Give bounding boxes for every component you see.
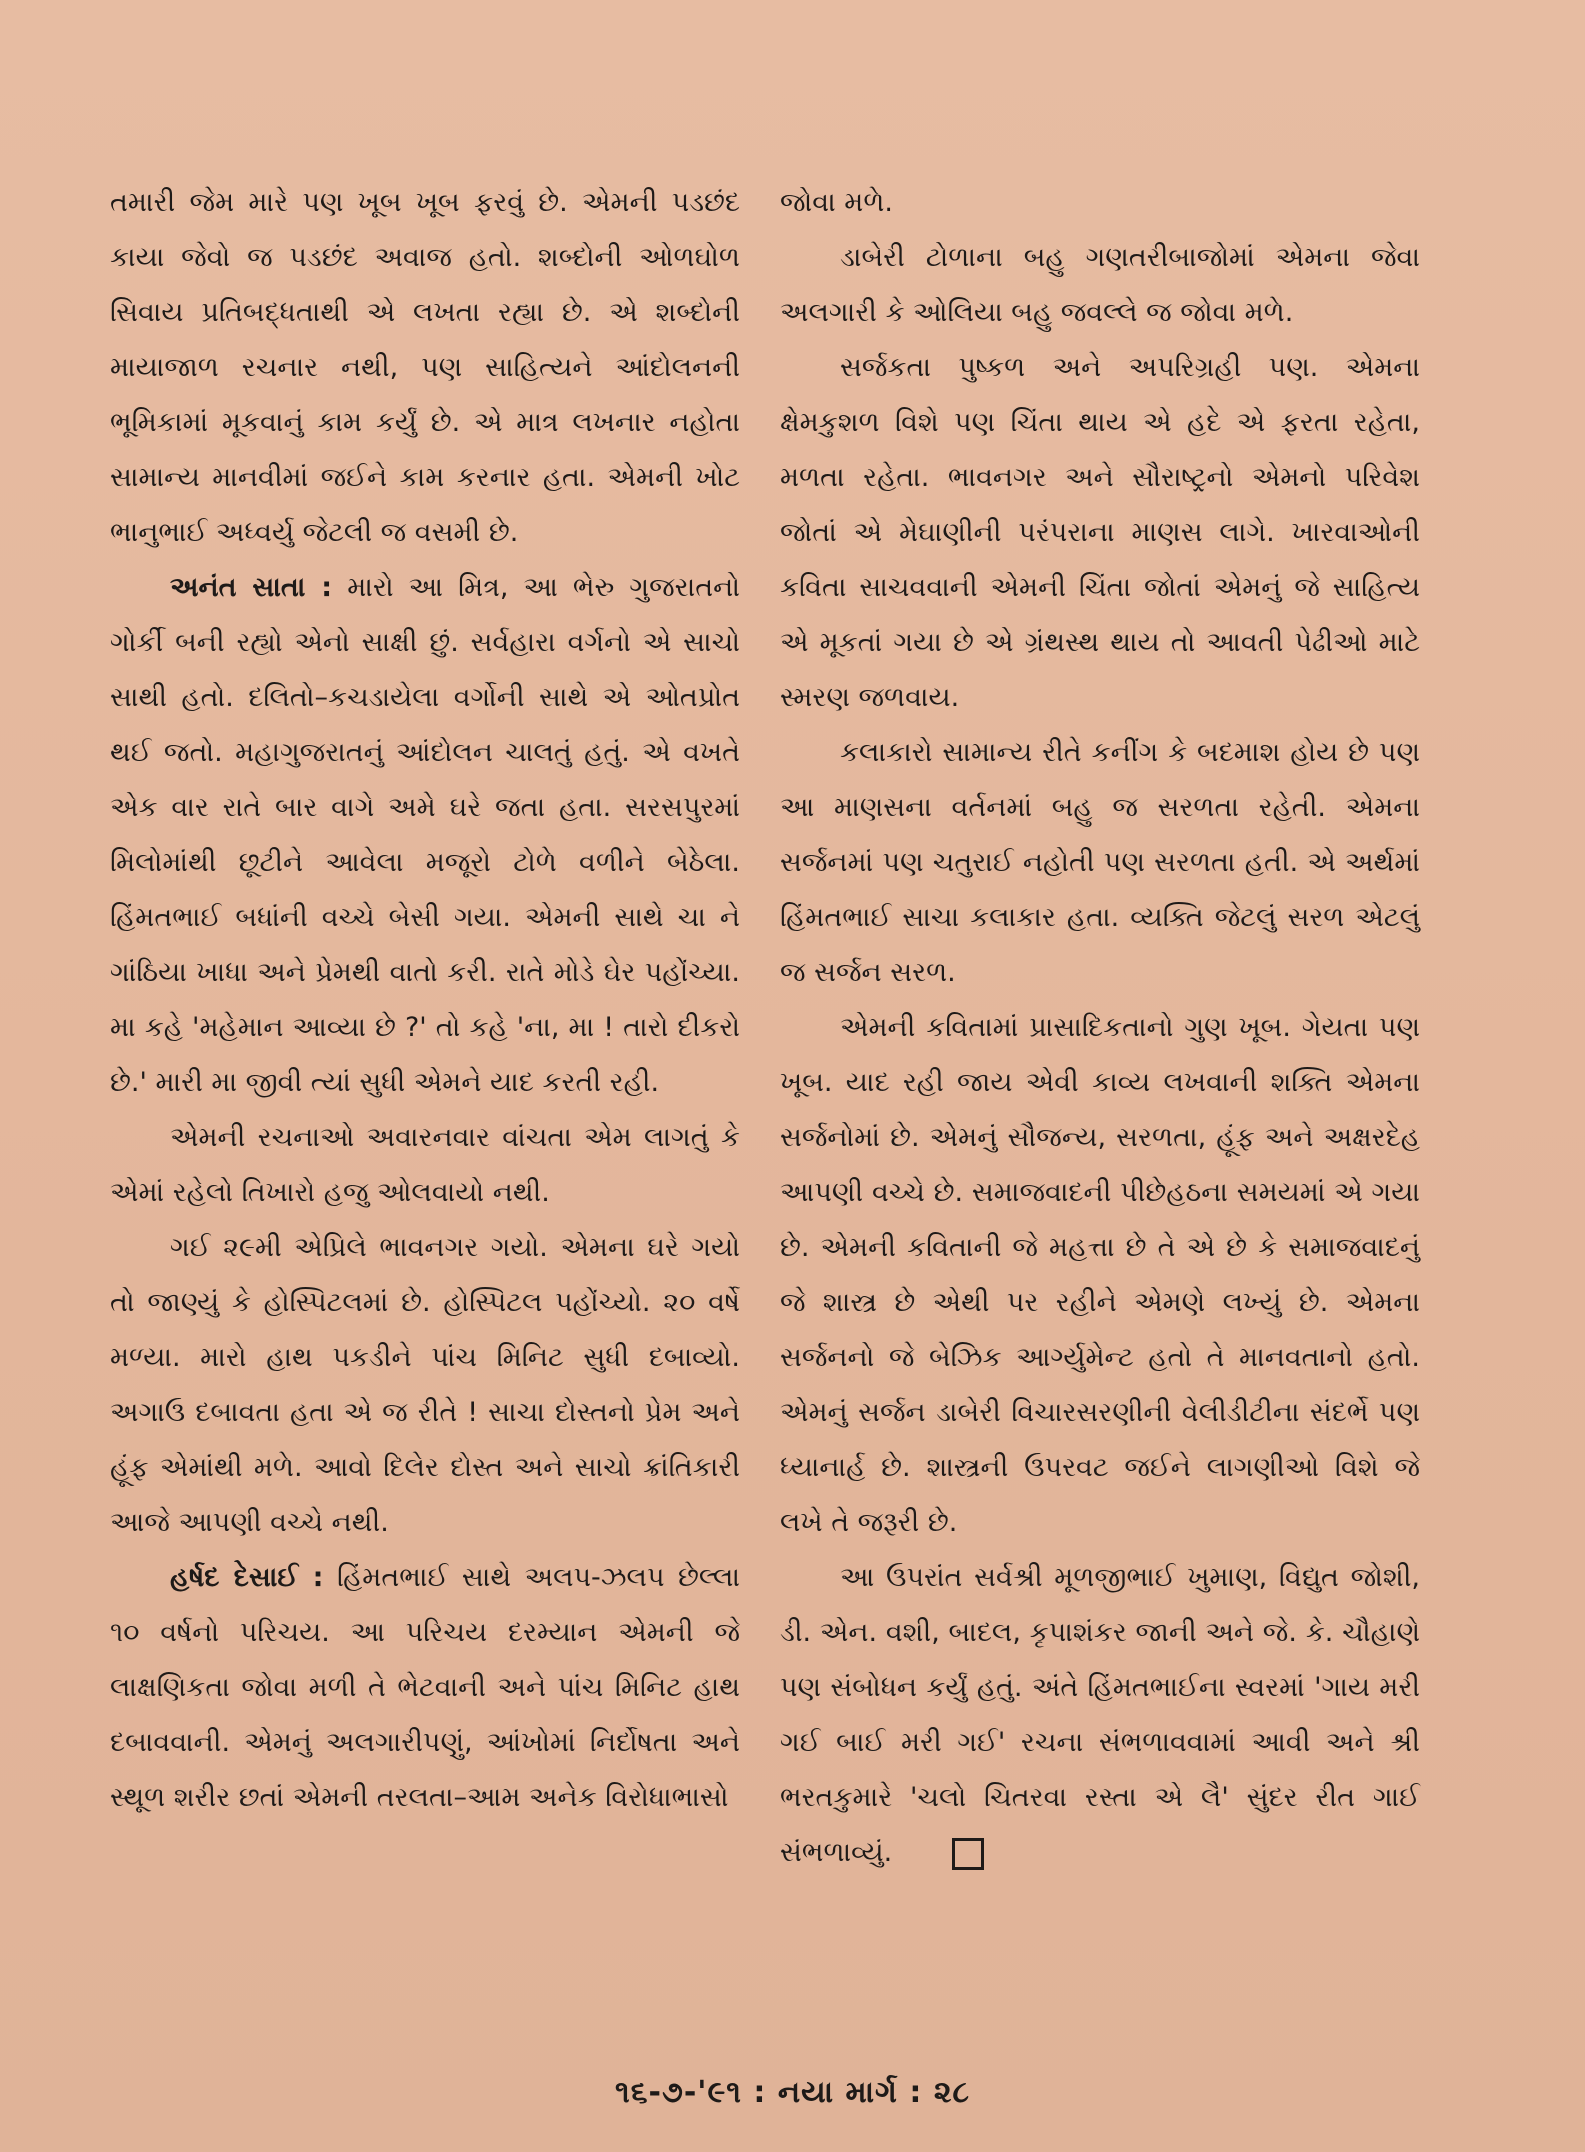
paragraph bbox=[110, 1550, 740, 1825]
paragraph-text: હિંમતભાઈ સાથે અલપ-ઝલપ છેલ્લા ૧૦ વર્ષનો પરિચય. આ પરિચય દરમ્યાન એમની જે લાક્ષણિકતા જોવા મળી તે ભેટવાની અને પાંચ મિનિટ હાથ દબાવવાની. એમનું અલગારીપણું, આંખોમાં નિર્દોષતા અને સ્થૂળ શરીર છતાં એમની તરલતા–આમ અનેક વિરોધાભાસો bbox=[110, 1562, 740, 1813]
paragraph bbox=[780, 1550, 1420, 1880]
speaker-name: અનંત સાતા : bbox=[170, 572, 333, 603]
page-footer: ૧૬-૭-'૯૧ : નયા માર્ગ : ૨૮ bbox=[615, 2075, 970, 2110]
paragraph: તમારી જેમ મારે પણ ખૂબ ખૂબ ફરવું છે. એમની પડછંદ કાયા જેવો જ પડછંદ અવાજ હતો. શબ્દોની ઓળઘોળ સિવાય પ્રતિબદ્ધતાથી એ લખતા રહ્યા છે. એ શબ્દોની માયાજાળ રચનાર નથી, પણ સાહિત્યને આંદોલનની ભૂમિકામાં મૂકવાનું કામ કર્યું છે. એ માત્ર લખનાર નહોતા સામાન્ય માનવીમાં જઈને કામ કરનાર હતા. એમની ખોટ ભાનુભાઈ અધ્વર્યુ જેટલી જ વસમી છે. bbox=[110, 187, 740, 548]
paragraph bbox=[110, 560, 740, 1110]
paragraph-text: આ ઉપરાંત સર્વશ્રી મૂળજીભાઈ ખુમાણ, વિદ્યુત જોશી, ડી. એન. વશી, બાદલ, કૃપાશંકર જાની અને જે. કે. ચૌહાણે પણ સંબોધન કર્યું હતું. અંતે હિંમતભાઈના સ્વરમાં 'ગાય મરી ગઈ બાઈ મરી ગઈ' રચના સંભળાવવામાં આવી અને શ્રી ભરતકુમારે 'ચલો ચિતરવા રસ્તા એ લૈ' સુંદર રીત ગાઈ સંભળાવ્યું. bbox=[780, 1562, 1420, 1868]
right-column bbox=[780, 175, 1420, 1880]
paragraph: ગઈ ૨૯મી એપ્રિલે ભાવનગર ગયો. એમના ઘરે ગયો તો જાણ્યું કે હોસ્પિટલમાં છે. હોસ્પિટલ પહોંચ્યો. ૨૦ વર્ષે મળ્યા. મારો હાથ પકડીને પાંચ મિનિટ સુધી દબાવ્યો. અગાઉ દબાવતા હતા એ જ રીતે ! સાચા દોસ્તનો પ્રેમ અને હૂંફ એમાંથી મળે. આવો દિલેર દોસ્ત અને સાચો ક્રાંતિકારી આજે આપણી વચ્ચે નથી. bbox=[110, 1232, 740, 1538]
paragraph: જોવા મળે. bbox=[780, 187, 894, 218]
paragraph: એમની રચનાઓ અવારનવાર વાંચતા એમ લાગતું કે એમાં રહેલો તિખારો હજુ ઓલવાયો નથી. bbox=[110, 1122, 740, 1208]
paragraph: ડાબેરી ટોળાના બહુ ગણતરીબાજોમાં એમના જેવા અલગારી કે ઓલિયા બહુ જવલ્લે જ જોવા મળે. bbox=[780, 242, 1420, 328]
paragraph: કલાકારો સામાન્ય રીતે કનીંગ કે બદમાશ હોય છે પણ આ માણસના વર્તનમાં બહુ જ સરળતા રહેતી. એમના સર્જનમાં પણ ચતુરાઈ નહોતી પણ સરળતા હતી. એ અર્થમાં હિંમતભાઈ સાચા કલાકાર હતા. વ્યક્તિ જેટલું સરળ એટલું જ સર્જન સરળ. bbox=[780, 737, 1420, 988]
paragraph-text: મારો આ મિત્ર, આ ભેરુ ગુજરાતનો ગોર્કી બની રહ્યો એનો સાક્ષી છું. સર્વહારા વર્ગનો એ સાચો સાથી હતો. દલિતો–કચડાયેલા વર્ગોની સાથે એ ઓતપ્રોત થઈ જતો. મહાગુજરાતનું આંદોલન ચાલતું હતું. એ વખતે એક વાર રાતે બાર વાગે અમે ઘરે જતા હતા. સરસપુરમાં મિલોમાંથી છૂટીને આવેલા મજૂરો ટોળે વળીને બેઠેલા. હિંમતભાઈ બધાંની વચ્ચે બેસી ગયા. એમની સાથે ચા ને ગાંઠિયા ખાધા અને પ્રેમથી વાતો કરી. રાતે મોડે ઘેર પહોંચ્યા. મા કહે 'મહેમાન આવ્યા છે ?' તો કહે 'ના, મા ! તારો દીકરો છે.' મારી મા જીવી ત્યાં સુધી એમને યાદ કરતી રહી. bbox=[110, 572, 741, 1098]
speaker-name: હર્ષદ દેસાઈ : bbox=[170, 1562, 324, 1593]
paragraph: સર્જકતા પુષ્કળ અને અપરિગ્રહી પણ. એમના ક્ષેમકુશળ વિશે પણ ચિંતા થાય એ હદે એ ફરતા રહેતા, મળતા રહેતા. ભાવનગર અને સૌરાષ્ટ્રનો એમનો પરિવેશ જોતાં એ મેઘાણીની પરંપરાના માણસ લાગે. ખારવાઓની કવિતા સાચવવાની એમની ચિંતા જોતાં એમનું જે સાહિત્ય એ મૂકતાં ગયા છે એ ગ્રંથસ્થ થાય તો આવતી પેઢીઓ માટે સ્મરણ જળવાય. bbox=[780, 352, 1420, 713]
paragraph: એમની કવિતામાં પ્રાસાદિકતાનો ગુણ ખૂબ. ગેયતા પણ ખૂબ. યાદ રહી જાય એવી કાવ્ય લખવાની શક્તિ એમના સર્જનોમાં છે. એમનું સૌજન્ય, સરળતા, હૂંફ અને અક્ષરદેહ આપણી વચ્ચે છે. સમાજવાદની પીછેહઠના સમયમાં એ ગયા છે. એમની કવિતાની જે મહત્તા છે તે એ છે કે સમાજવાદનું જે શાસ્ત્ર છે એથી પર રહીને એમણે લખ્યું છે. એમના સર્જનનો જે બેઝિક આર્ગ્યુમેન્ટ હતો તે માનવતાનો હતો. એમનું સર્જન ડાબેરી વિચારસરણીની વેલીડીટીના સંદર્ભે પણ ધ્યાનાર્હ છે. શાસ્ત્રની ઉપરવટ જઈને લાગણીઓ વિશે જે લખે તે જરૂરી છે. bbox=[780, 1012, 1420, 1538]
end-of-article-square-icon bbox=[952, 1838, 984, 1870]
left-column bbox=[110, 175, 740, 1825]
